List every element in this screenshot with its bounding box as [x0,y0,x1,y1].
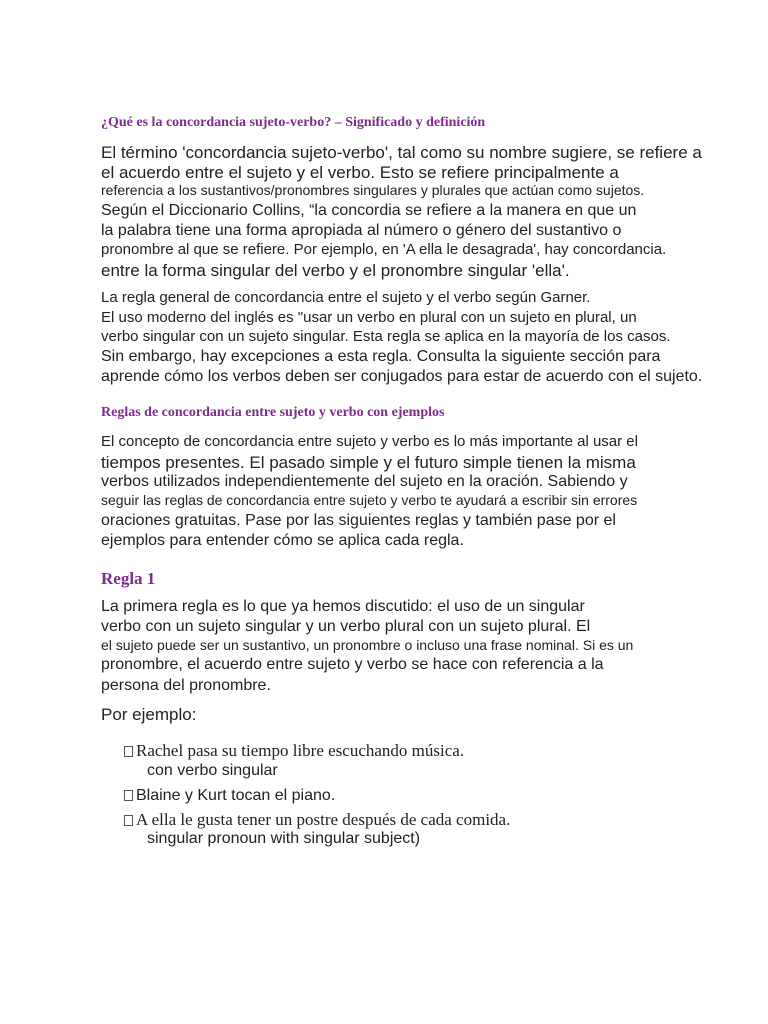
paragraph-line: tiempos presentes. El pasado simple y el futuro simple tienen la misma [101,453,636,472]
paragraph-line: ejemplos para entender cómo se aplica cada regla. [101,532,464,549]
paragraph-line: aprende cómo los verbos deben ser conjugados para estar de acuerdo con el sujeto. [101,368,703,385]
example-note: singular pronoun with singular subject) [147,830,421,847]
paragraph-line: verbo con un sujeto singular y un verbo plural con un sujeto plural. El [101,618,591,635]
bullet-box-icon [124,790,133,801]
example-text: Rachel pasa su tiempo libre escuchando música. [136,741,465,760]
paragraph-line: seguir las reglas de concordancia entre sujeto y verbo te ayudará a escribir sin errores [101,492,638,508]
example-text: Blaine y Kurt tocan el piano. [136,787,336,804]
paragraph-line: verbos utilizados independientemente del sujeto en la oración. Sabiendo y [101,473,628,490]
paragraph-line: oraciones gratuitas. Pase por las siguientes reglas y también pase por el [101,512,616,529]
example-item [124,788,335,804]
paragraph-line: Sin embargo, hay excepciones a esta regla. Consulta la siguiente sección para [101,348,661,365]
paragraph-line: El concepto de concordancia entre sujeto y verbo es lo más importante al usar el [101,433,638,450]
bullet-box-icon [124,815,133,826]
rule-heading: Regla 1 [101,569,156,588]
paragraph-line: La primera regla es lo que ya hemos discutido: el uso de un singular [101,598,585,615]
paragraph-line: pronombre al que se refiere. Por ejemplo, en 'A ella le desagrada', hay concordancia. [101,241,667,258]
example-item [124,742,464,759]
example-note: con verbo singular [147,762,278,779]
example-text: A ella le gusta tener un postre después de cada comida. [136,810,511,829]
example-label: Por ejemplo: [101,705,197,724]
paragraph-line: la palabra tiene una forma apropiada al número o género del sustantivo o [101,222,622,239]
paragraph-line: El término 'concordancia sujeto-verbo', tal como su nombre sugiere, se refiere a [101,143,702,162]
section-heading-definition: ¿Qué es la concordancia sujeto-verbo? – Significado y definición [101,115,486,130]
paragraph-line: referencia a los sustantivos/pronombres singulares y plurales que actúan como sujetos. [101,182,645,198]
paragraph-line: Según el Diccionario Collins, “la concordia se refiere a la manera en que un [101,202,637,219]
paragraph-line: persona del pronombre. [101,677,271,694]
paragraph-line: entre la forma singular del verbo y el pronombre singular 'ella'. [101,261,570,280]
paragraph-line: verbo singular con un sujeto singular. Esta regla se aplica en la mayoría de los casos. [101,328,671,345]
example-item [124,811,510,828]
paragraph-line: el acuerdo entre el sujeto y el verbo. Esto se refiere principalmente a [101,163,619,182]
paragraph-line: el sujeto puede ser un sustantivo, un pronombre o incluso una frase nominal. Si es un [101,637,634,653]
paragraph-line: La regla general de concordancia entre el sujeto y el verbo según Garner. [101,289,591,306]
bullet-box-icon [124,746,133,757]
paragraph-line: El uso moderno del inglés es "usar un verbo en plural con un sujeto en plural, un [101,309,637,326]
paragraph-line: pronombre, el acuerdo entre sujeto y verbo se hace con referencia a la [101,656,604,673]
section-heading-rules: Reglas de concordancia entre sujeto y verbo con ejemplos [101,405,445,420]
